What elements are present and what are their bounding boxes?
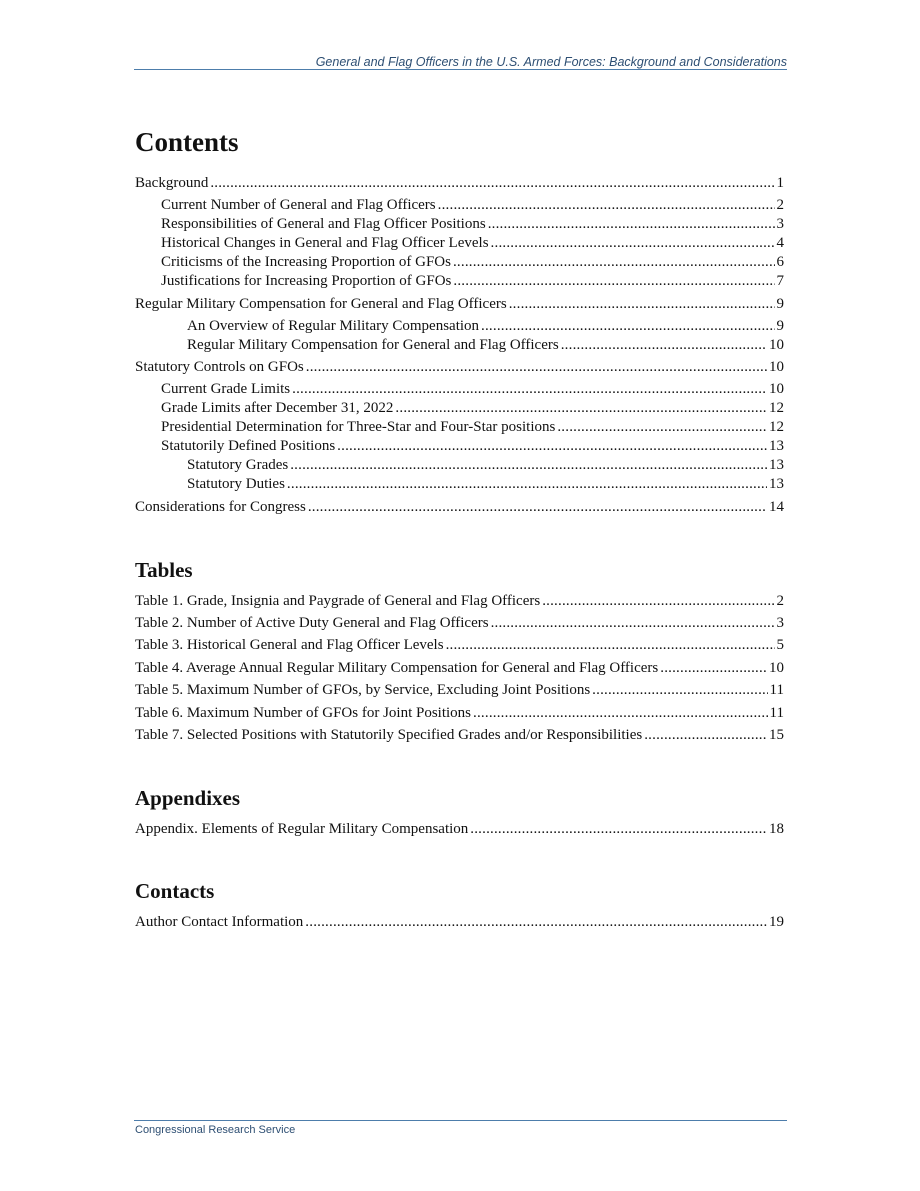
dot-leader [481, 317, 774, 336]
toc-entry-label: Table 7. Selected Positions with Statutorily Specified Grades and/or Responsibilities [135, 727, 643, 743]
toc-entry-label: Grade Limits after December 31, 2022 [161, 400, 394, 416]
toc-entry-page: 18 [769, 821, 784, 837]
dot-leader [287, 475, 767, 494]
toc-entry-regular-compensation[interactable] [135, 295, 784, 314]
toc-entry-page: 13 [769, 457, 784, 473]
dot-leader [210, 174, 774, 193]
toc-entry-compensation-gfo[interactable] [187, 336, 784, 355]
toc-entry-label: Current Grade Limits [161, 381, 291, 397]
toc-entry-label: Table 3. Historical General and Flag Officer Levels [135, 637, 444, 653]
toc-entry-page: 19 [769, 914, 784, 930]
running-header: General and Flag Officers in the U.S. Armed Forces: Background and Considerations [315, 55, 787, 69]
table-entry-2[interactable] [135, 614, 784, 633]
toc-entry-page: 9 [776, 296, 784, 312]
toc-entry-criticisms[interactable] [161, 253, 784, 272]
toc-entry-statutorily-defined[interactable] [161, 437, 784, 456]
footer-rule [134, 1120, 787, 1121]
toc-entry-current-number[interactable] [161, 196, 784, 215]
dot-leader [644, 726, 767, 745]
tables-heading: Tables [135, 558, 193, 582]
toc-entry-page: 12 [769, 419, 784, 435]
dot-leader [453, 272, 774, 291]
toc-entry-label: Appendix. Elements of Regular Military Compensation [135, 821, 469, 837]
dot-leader [491, 234, 775, 253]
dot-leader [292, 380, 767, 399]
table-entry-6[interactable] [135, 704, 784, 723]
toc-entry-page: 11 [769, 682, 784, 698]
toc-entry-label: Historical Changes in General and Flag Officer Levels [161, 235, 489, 251]
dot-leader [290, 456, 767, 475]
toc-entry-statutory-duties[interactable] [187, 475, 784, 494]
table-entry-4[interactable] [135, 659, 784, 678]
dot-leader [446, 636, 775, 655]
toc-entry-label: Considerations for Congress [135, 499, 306, 515]
toc-entry-page: 10 [769, 337, 784, 353]
toc-entry-label: Statutorily Defined Positions [161, 438, 336, 454]
dot-leader [488, 215, 775, 234]
toc-entry-label: Background [135, 175, 209, 191]
toc-entry-page: 4 [776, 235, 784, 251]
dot-leader [438, 196, 775, 215]
toc-entry-label: Criticisms of the Increasing Proportion of GFOs [161, 254, 451, 270]
toc-entry-label: Table 1. Grade, Insignia and Paygrade of General and Flag Officers [135, 593, 541, 609]
dot-leader [509, 295, 775, 314]
contact-entry[interactable] [135, 913, 784, 932]
toc-entry-considerations[interactable] [135, 498, 784, 517]
dot-leader [306, 358, 767, 377]
footer-publisher: Congressional Research Service [135, 1124, 296, 1136]
toc-entry-page: 6 [776, 254, 784, 270]
toc-entry-label: Presidential Determination for Three-Star and Four-Star positions [161, 419, 556, 435]
dot-leader [305, 913, 767, 932]
table-entry-3[interactable] [135, 636, 784, 655]
dot-leader [308, 498, 767, 517]
contacts-heading: Contacts [135, 879, 215, 903]
appendixes-heading: Appendixes [135, 786, 241, 810]
dot-leader [473, 704, 768, 723]
dot-leader [453, 253, 775, 272]
toc-entry-label: Table 4. Average Annual Regular Military Compensation for General and Flag Officers [135, 660, 659, 676]
toc-entry-label: Regular Military Compensation for General and Flag Officers [135, 296, 507, 312]
toc-entry-grade-limits-2022[interactable] [161, 399, 784, 418]
table-entry-1[interactable] [135, 592, 784, 611]
toc-entry-page: 11 [769, 705, 784, 721]
toc-entry-background[interactable] [135, 174, 784, 193]
toc-entry-responsibilities[interactable] [161, 215, 784, 234]
toc-entry-presidential-determination[interactable] [161, 418, 784, 437]
toc-entry-label: Regular Military Compensation for General and Flag Officers [187, 337, 559, 353]
table-entry-7[interactable] [135, 726, 784, 745]
toc-entry-label: Responsibilities of General and Flag Officer Positions [161, 216, 486, 232]
dot-leader [557, 418, 767, 437]
toc-entry-page: 10 [769, 381, 784, 397]
toc-entry-label: Justifications for Increasing Proportion of GFOs [161, 273, 452, 289]
toc-entry-page: 10 [769, 660, 784, 676]
toc-entry-label: Statutory Controls on GFOs [135, 359, 304, 375]
toc-entry-label: Table 2. Number of Active Duty General and Flag Officers [135, 615, 489, 631]
dot-leader [470, 820, 767, 839]
dot-leader [491, 614, 775, 633]
appendix-entry[interactable] [135, 820, 784, 839]
dot-leader [542, 592, 774, 611]
toc-entry-label: Table 5. Maximum Number of GFOs, by Service, Excluding Joint Positions [135, 682, 591, 698]
toc-entry-label: Statutory Grades [187, 457, 289, 473]
header-rule [134, 69, 787, 70]
dot-leader [395, 399, 767, 418]
toc-entry-page: 3 [776, 216, 784, 232]
table-entry-5[interactable] [135, 681, 784, 700]
toc-entry-page: 10 [769, 359, 784, 375]
dot-leader [561, 336, 767, 355]
toc-entry-label: Table 6. Maximum Number of GFOs for Joint Positions [135, 705, 472, 721]
toc-entry-statutory-grades[interactable] [187, 456, 784, 475]
toc-entry-compensation-overview[interactable] [187, 317, 784, 336]
toc-entry-statutory-controls[interactable] [135, 358, 784, 377]
toc-entry-justifications[interactable] [161, 272, 784, 291]
toc-entry-page: 7 [776, 273, 784, 289]
toc-entry-page: 2 [776, 593, 784, 609]
contents-heading: Contents [135, 127, 239, 157]
toc-entry-label: An Overview of Regular Military Compensation [187, 318, 480, 334]
toc-entry-label: Current Number of General and Flag Officers [161, 197, 436, 213]
toc-entry-page: 9 [776, 318, 784, 334]
toc-entry-page: 12 [769, 400, 784, 416]
toc-entry-label: Author Contact Information [135, 914, 304, 930]
dot-leader [592, 681, 767, 700]
toc-entry-label: Statutory Duties [187, 476, 285, 492]
toc-entry-page: 3 [776, 615, 784, 631]
toc-entry-historical-changes[interactable] [161, 234, 784, 253]
toc-entry-page: 2 [776, 197, 784, 213]
toc-entry-page: 15 [769, 727, 784, 743]
toc-entry-page: 1 [776, 175, 784, 191]
toc-entry-current-grade-limits[interactable] [161, 380, 784, 399]
toc-entry-page: 13 [769, 438, 784, 454]
toc-entry-page: 5 [776, 637, 784, 653]
toc-entry-page: 14 [769, 499, 784, 515]
dot-leader [660, 659, 767, 678]
toc-entry-page: 13 [769, 476, 784, 492]
dot-leader [337, 437, 767, 456]
